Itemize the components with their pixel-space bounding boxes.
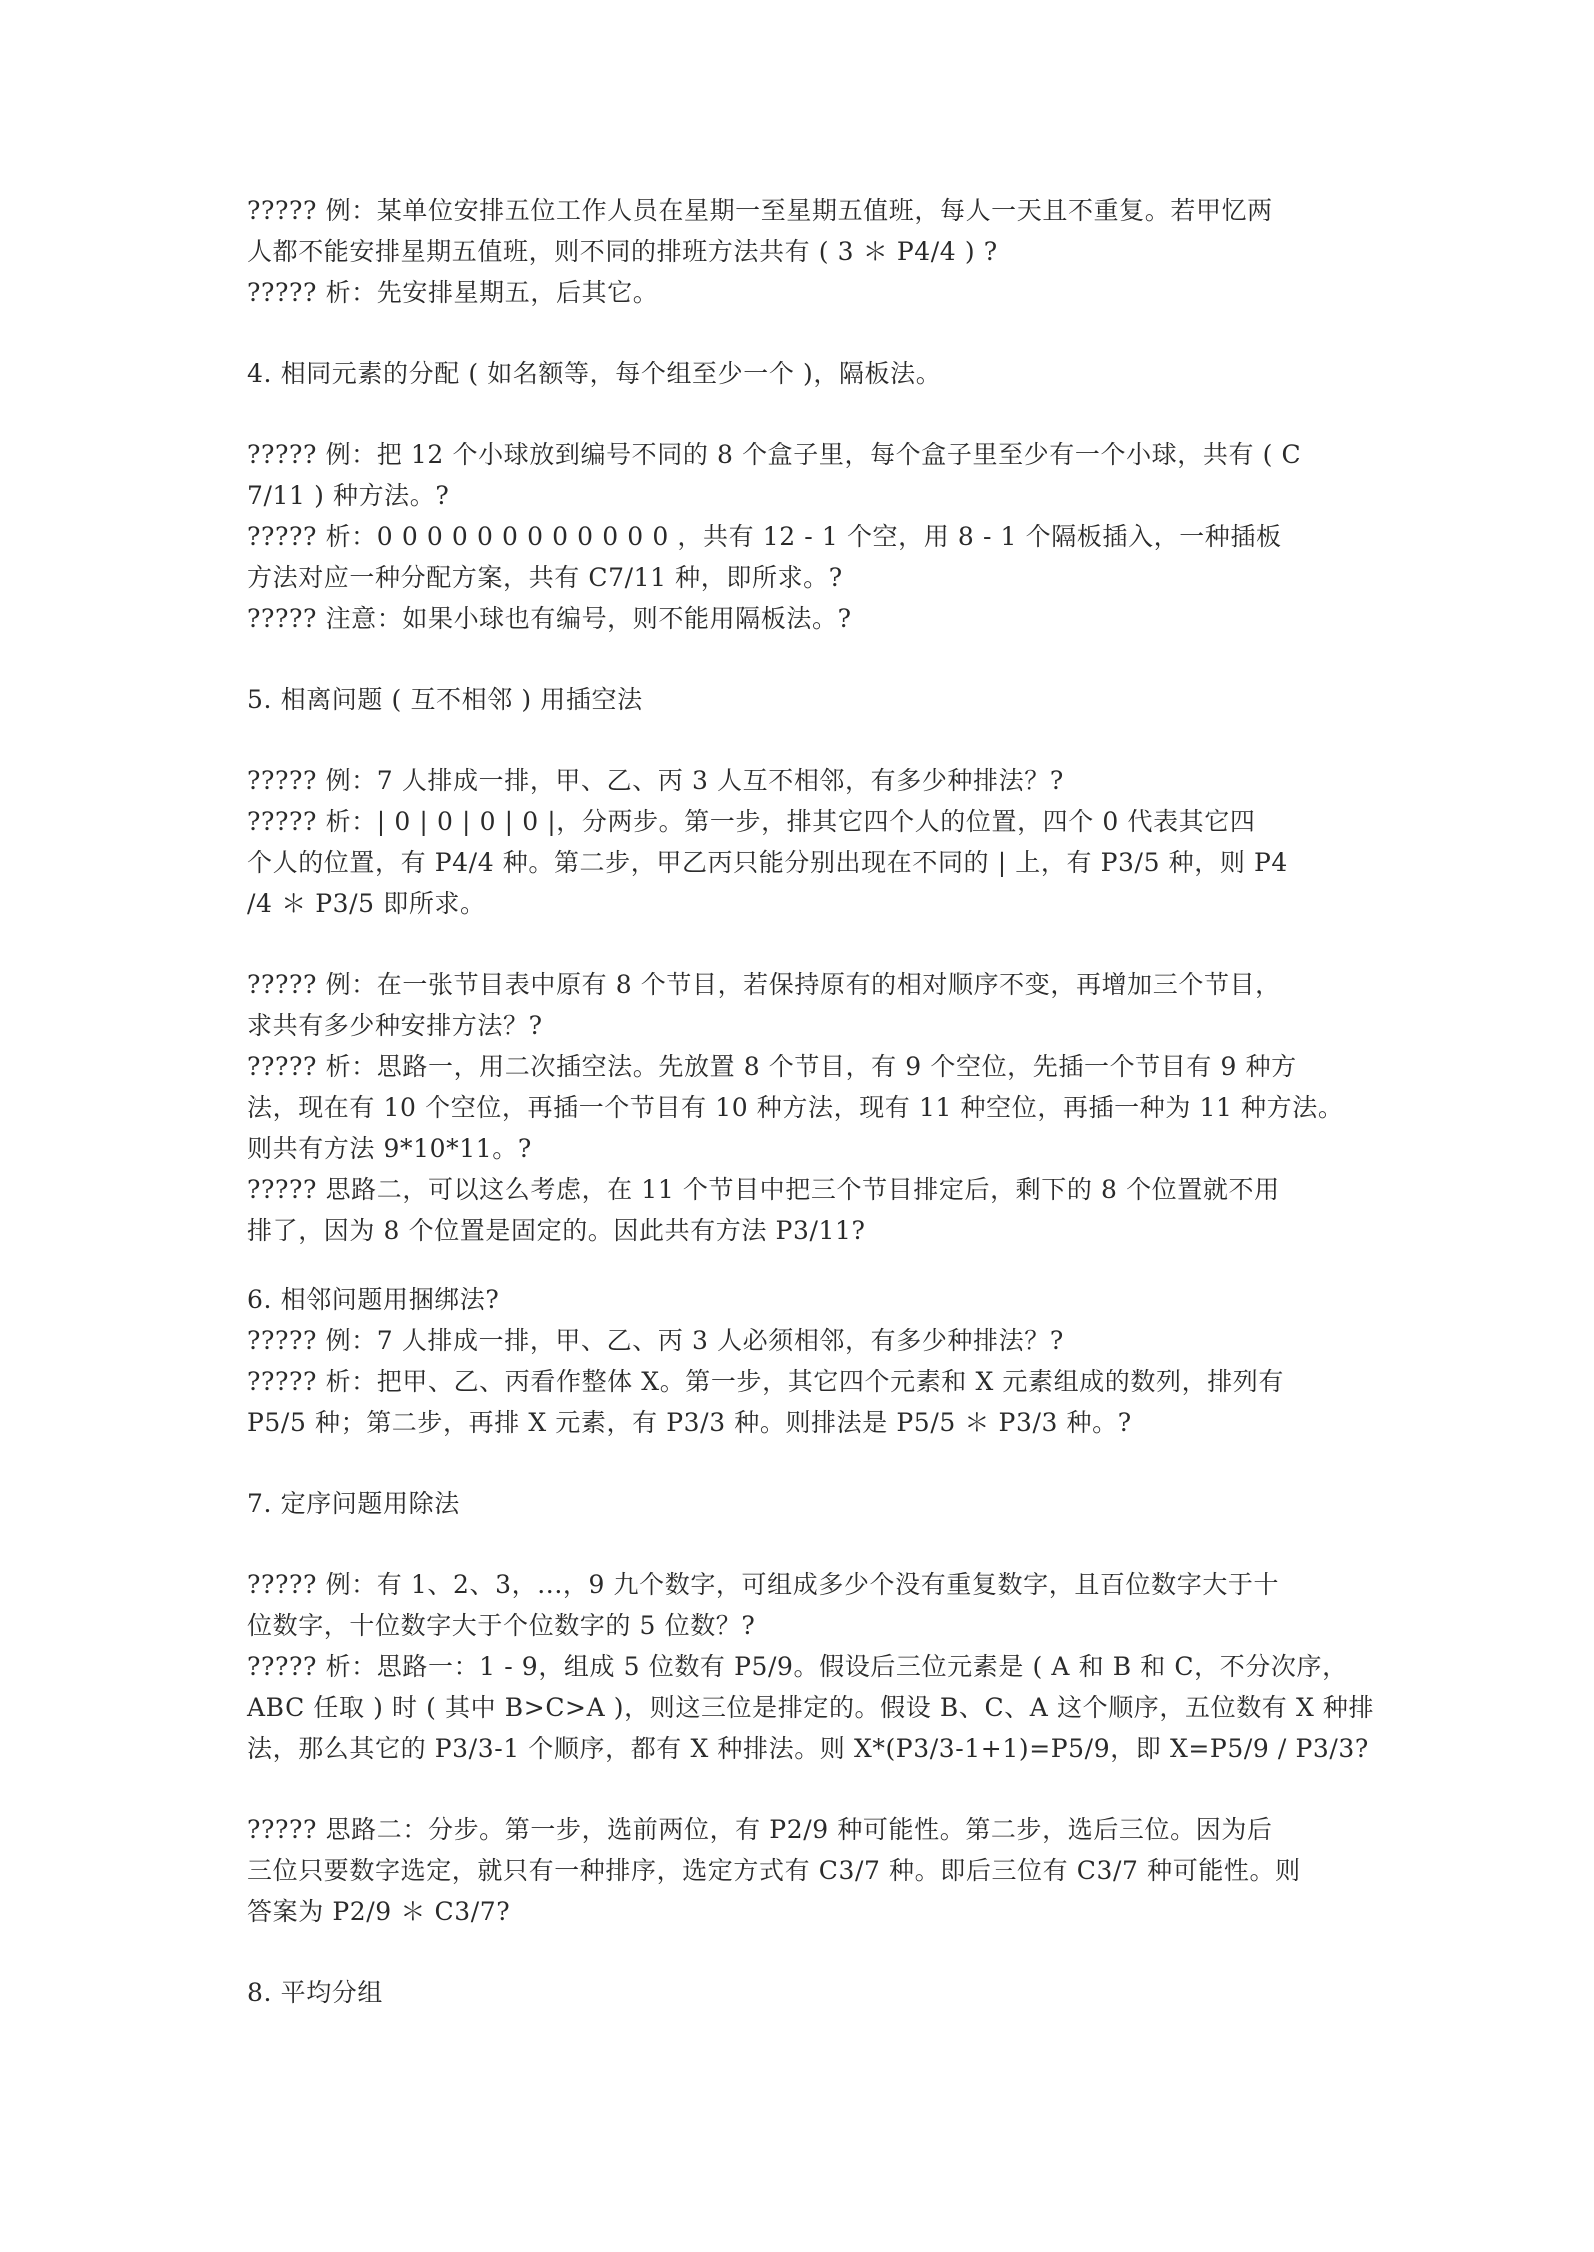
paragraph-gap [247, 1443, 1357, 1483]
text-line: ????? 析：思路一，用二次插空法。先放置 8 个节目，有 9 个空位，先插一个节目有 9 种方 [247, 1052, 1297, 1081]
text-line: 法，现在有 10 个空位，再插一个节目有 10 种方法，现有 11 种空位，再插一种为 11 种方法。 [247, 1093, 1344, 1122]
text-line: 三位只要数字选定，就只有一种排序，选定方式有 C3/7 种。即后三位有 C3/7 种可能性。则 [247, 1856, 1301, 1885]
text-line: 位数字，十位数字大于个位数字的 5 位数？? [247, 1611, 756, 1640]
text-line: ????? 析：0 0 0 0 0 0 0 0 0 0 0 0 ，共有 12 - 1 个空，用 8 - 1 个隔板插入，一种插板 [247, 522, 1282, 551]
paragraph-gap [247, 639, 1357, 679]
text-line: ????? 例：7 人排成一排，甲、乙、丙 3 人互不相邻，有多少种排法？? [247, 766, 1064, 795]
text-line: ????? 注意：如果小球也有编号，则不能用隔板法。? [247, 604, 852, 633]
text-line: 7/11 ) 种方法。? [247, 481, 450, 510]
text-line: 人都不能安排星期五值班，则不同的排班方法共有 ( 3 ＊ P4/4 ) ? [247, 237, 998, 266]
paragraph-gap [247, 313, 1357, 353]
text-line: ????? 例：某单位安排五位工作人员在星期一至星期五值班，每人一天且不重复。若甲忆两 [247, 196, 1273, 225]
text-line: 则共有方法 9*10*11。? [247, 1134, 532, 1163]
section-heading: 7. 定序问题用除法 [247, 1489, 460, 1518]
paragraph-gap [247, 1769, 1357, 1809]
text-line: 法，那么其它的 P3/3-1 个顺序，都有 X 种排法。则 X*(P3/3-1+1)=P5/9，即 X=P5/9 / P3/3? [247, 1734, 1369, 1763]
text-line: ????? 析：把甲、乙、丙看作整体 X。第一步，其它四个元素和 X 元素组成的数列，排列有 [247, 1367, 1285, 1396]
text-line: P5/5 种；第二步，再排 X 元素，有 P3/3 种。则排法是 P5/5 ＊ P3/3 种。? [247, 1408, 1132, 1437]
paragraph-gap [247, 1524, 1357, 1564]
text-line: ????? 析：思路一：1 - 9，组成 5 位数有 P5/9。假设后三位元素是 ( A 和 B 和 C，不分次序， [247, 1652, 1348, 1681]
text-line: ????? 析：| 0 | 0 | 0 | 0 |，分两步。第一步，排其它四个人的位置，四个 0 代表其它四 [247, 807, 1256, 836]
section-heading: 5. 相离问题 ( 互不相邻 ) 用插空法 [247, 685, 643, 714]
text-line: ????? 例：在一张节目表中原有 8 个节目，若保持原有的相对顺序不变，再增加三个节目， [247, 970, 1281, 999]
section-heading: 4. 相同元素的分配 ( 如名额等，每个组至少一个 )，隔板法。 [247, 359, 942, 388]
paragraph-gap [247, 720, 1357, 760]
text-line: 求共有多少种安排方法？? [247, 1011, 543, 1040]
text-line: 答案为 P2/9 ＊ C3/7? [247, 1897, 511, 1926]
text-line: ????? 思路二，可以这么考虑，在 11 个节目中把三个节目排定后，剩下的 8 个位置就不用 [247, 1175, 1280, 1204]
paragraph-gap [247, 1251, 1357, 1279]
paragraph-gap [247, 394, 1357, 434]
paragraph-gap [247, 924, 1357, 964]
text-line: 排了，因为 8 个位置是固定的。因此共有方法 P3/11? [247, 1216, 866, 1245]
text-line: ????? 思路二：分步。第一步，选前两位，有 P2/9 种可能性。第二步，选后三位。因为后 [247, 1815, 1273, 1844]
text-line: 个人的位置，有 P4/4 种。第二步，甲乙丙只能分别出现在不同的 | 上，有 P3/5 种，则 P4 [247, 848, 1288, 877]
text-line: /4 ＊ P3/5 即所求。 [247, 889, 486, 918]
text-line: ????? 例：把 12 个小球放到编号不同的 8 个盒子里，每个盒子里至少有一个小球，共有 ( C [247, 440, 1302, 469]
text-line: ????? 例：有 1、2、3，...，9 九个数字，可组成多少个没有重复数字，且百位数字大于十 [247, 1570, 1280, 1599]
paragraph-gap [247, 1932, 1357, 1972]
text-line: 方法对应一种分配方案，共有 C7/11 种，即所求。? [247, 563, 843, 592]
section-heading: 6. 相邻问题用捆绑法? [247, 1285, 500, 1314]
section-heading: 8. 平均分组 [247, 1978, 383, 2007]
text-line: ABC 任取 ) 时 ( 其中 B>C>A )，则这三位是排定的。假设 B、C、A 这个顺序，五位数有 X 种排 [247, 1693, 1375, 1722]
document-page [247, 190, 1375, 2013]
text-line: ????? 析：先安排星期五，后其它。 [247, 278, 659, 307]
text-line: ????? 例：7 人排成一排，甲、乙、丙 3 人必须相邻，有多少种排法？? [247, 1326, 1064, 1355]
